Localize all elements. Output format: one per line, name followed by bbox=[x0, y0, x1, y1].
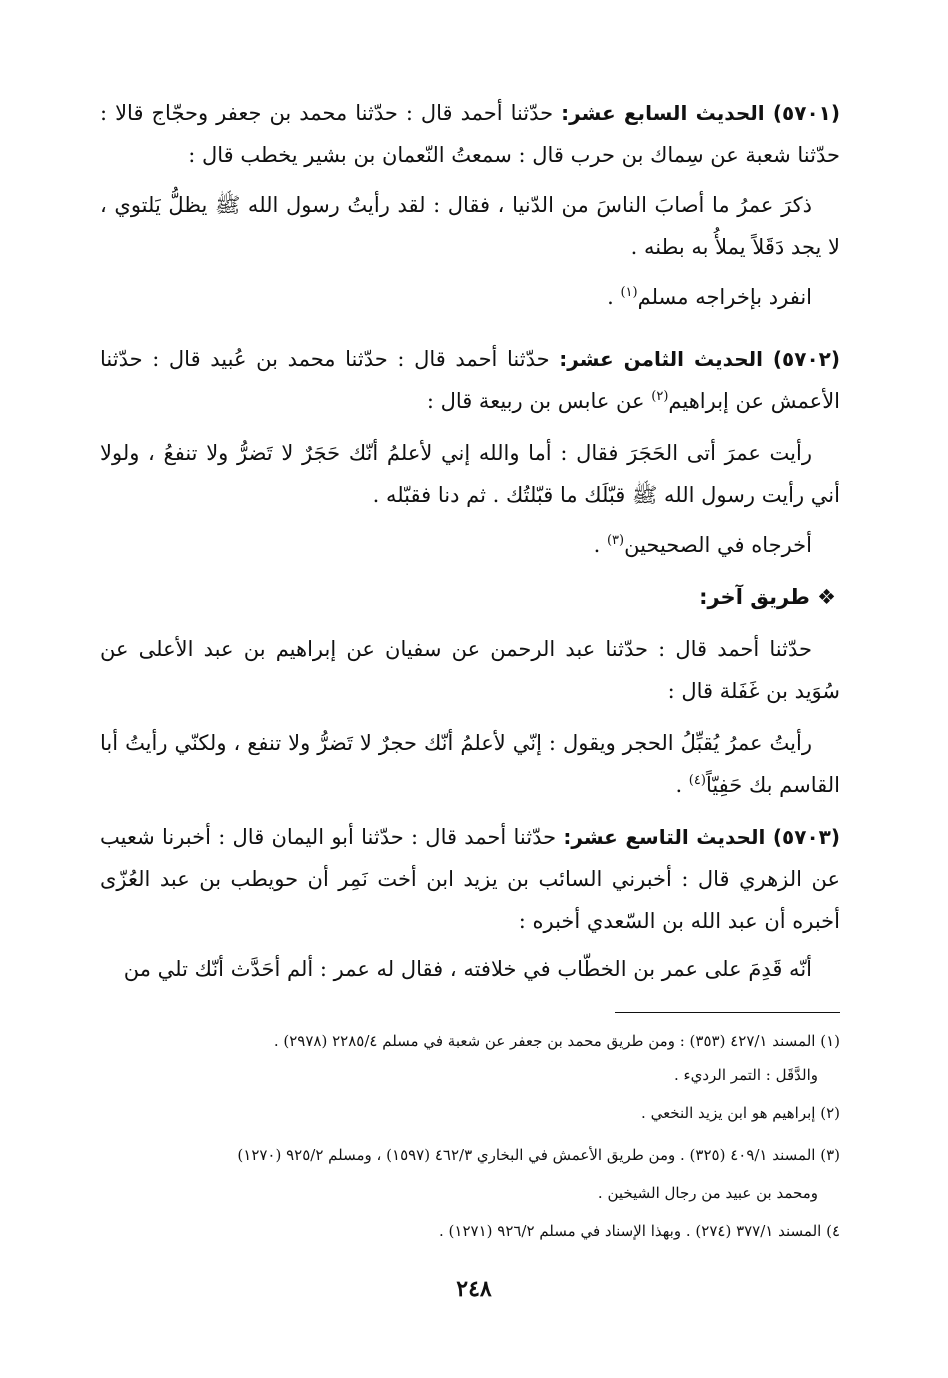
footnote-1-continued: والدَّقَل : التمر الرديء . bbox=[674, 1066, 818, 1084]
hadith-isnad-tail: عن عابس بن ربيعة قال : bbox=[426, 389, 652, 413]
hadith-heading: (٥٧٠٢) الحديث الثامن عشر: bbox=[559, 347, 841, 371]
hadith-heading: (٥٧٠١) الحديث السابع عشر: bbox=[561, 101, 840, 125]
section-heading: ❖ طريق آخر: bbox=[699, 585, 836, 609]
takhrij-note bbox=[100, 524, 840, 566]
footnote-3-continued: ومحمد بن عبيد من رجال الشيخين . bbox=[597, 1184, 818, 1202]
footnote-3: (٣) المسند ٤٠٩/١ (٣٢٥) . ومن طريق الأعمش في البخاري ٤٦٢/٣ (١٥٩٧) ، ومسلم ٩٢٥/٢ (١٢٧٠) bbox=[237, 1146, 840, 1164]
hadith-matn: أنّه قَدِمَ على عمر بن الخطّاب في خلافته ، فقال له عمر : ألم أحَدَّث أنّك تلي من bbox=[123, 957, 812, 981]
page-number: ٢٤٨ bbox=[456, 1276, 492, 1302]
takhrij-tail: . bbox=[593, 533, 607, 557]
takhrij-text: انفرد بإخراجه مسلم bbox=[637, 285, 812, 309]
hadith-matn: رأيت عمرَ أتى الحَجَرَ فقال : أما والله إني لأعلمُ أنّك حَجَرٌ لا تَضرُّ ولا تنفعُ ، ولولا أني رأيت رسول الله ﷺ قبّلَك ما قبّلتُك . ثم دنا فقبّله . bbox=[100, 441, 840, 507]
footnote-2: (٢) إبراهيم هو ابن يزيد النخعي . bbox=[641, 1104, 840, 1122]
footnote-marker: (١) bbox=[620, 285, 638, 300]
hadith-5702-paragraph bbox=[100, 338, 840, 422]
hadith-matn: ذكرَ عمرُ ما أصابَ الناسَ من الدّنيا ، فقال : لقد رأيتُ رسول الله ﷺ يظلُّ يَلتوي ، لا يجد دَقَلاً يملأُ به بطنه . bbox=[100, 193, 840, 259]
footnote-1: (١) المسند ٤٢٧/١ (٣٥٣) : ومن طريق محمد بن جعفر عن شعبة في مسلم ٢٢٨٥/٤ (٢٩٧٨) . bbox=[273, 1032, 840, 1050]
footnote-separator bbox=[615, 1012, 840, 1013]
hadith-isnad: حدّثنا أحمد قال : حدّثنا محمد بن جعفر وحجّاج قالا : حدّثنا شعبة عن سِماك بن حرب قال : سمعتُ النّعمان بن بشير يخطب قال : bbox=[100, 101, 840, 167]
isnad-paragraph bbox=[100, 628, 840, 712]
footnote-marker: (٤) bbox=[688, 773, 706, 788]
hadith-5703-paragraph bbox=[100, 816, 840, 942]
hadith-text bbox=[100, 722, 840, 806]
hadith-text bbox=[100, 184, 840, 268]
takhrij-text: أخرجاه في الصحيحين bbox=[624, 533, 812, 557]
footnote-marker: (٢) bbox=[651, 389, 669, 404]
hadith-5701-paragraph bbox=[100, 92, 840, 176]
takhrij-note bbox=[100, 276, 840, 318]
hadith-text bbox=[100, 948, 840, 990]
hadith-matn-tail: . bbox=[675, 773, 689, 797]
hadith-heading: (٥٧٠٣) الحديث التاسع عشر: bbox=[563, 825, 840, 849]
footnote-marker: (٣) bbox=[606, 533, 625, 548]
hadith-matn: رأيتُ عمرُ يُقبِّلُ الحجر ويقول : إنّي لأعلمُ أنّك حجرٌ لا تَضرُّ ولا تنفع ، ولكنّي رأيتُ أبا القاسم بك حَفِيّاً bbox=[100, 731, 840, 797]
takhrij-tail: . bbox=[607, 285, 621, 309]
hadith-isnad: حدّثنا أحمد قال : حدّثنا محمد بن عُبيد قال : حدّثنا الأعمش عن إبراهيم bbox=[100, 347, 840, 413]
hadith-text bbox=[100, 432, 840, 516]
footnote-4: ٤) المسند ٣٧٧/١ (٢٧٤) . وبهذا الإسناد في مسلم ٩٢٦/٢ (١٢٧١) . bbox=[439, 1222, 840, 1240]
hadith-isnad: حدّثنا أحمد قال : حدّثنا أبو اليمان قال : أخبرنا شعيب عن الزهري قال : أخبرني السائب بن يزيد ابن أخت نَمِر أن حويطب بن عبد العُزّى أخبره أن عبد الله بن السّعدي أخبره : bbox=[100, 825, 840, 933]
hadith-isnad: حدّثنا أحمد قال : حدّثنا عبد الرحمن عن سفيان عن إبراهيم بن عبد الأعلى عن سُوَيد بن غَفَلة قال : bbox=[100, 637, 840, 703]
